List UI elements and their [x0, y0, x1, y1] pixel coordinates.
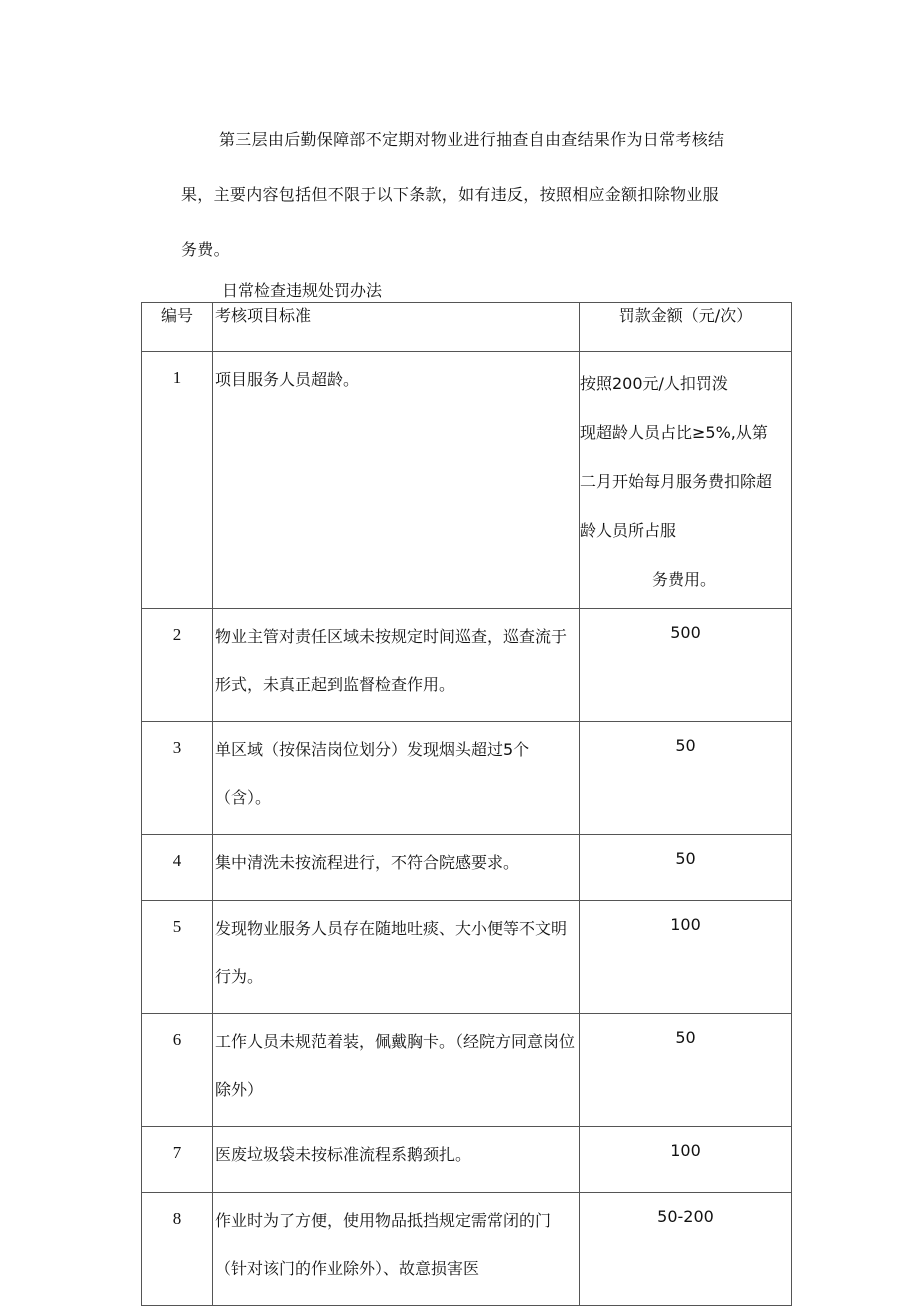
row-num: 4: [142, 835, 213, 901]
table-row: [142, 1193, 792, 1306]
row-standard: 作业时为了方便，使用物品抵挡规定需常闭的门（针对该门的作业除外）、故意损害医: [213, 1193, 580, 1306]
table-row: [142, 1014, 792, 1127]
header-amount: 罚款金额（元/次）: [580, 303, 792, 352]
header-num: 编号: [142, 303, 213, 352]
row-amount-line: 龄人员所占服: [580, 521, 677, 540]
row-num: 7: [142, 1127, 213, 1193]
row-standard: 单区域（按保洁岗位划分）发现烟头超过5个（含）。: [213, 722, 580, 835]
row-amount: 50: [580, 722, 792, 835]
row-standard: 工作人员未规范着装，佩戴胸卡。（经院方同意岗位除外）: [213, 1014, 580, 1127]
row-num: 6: [142, 1014, 213, 1127]
row-standard: 物业主管对责任区域未按规定时间巡查，巡查流于形式，未真正起到监督检查作用。: [213, 609, 580, 722]
row-num: 3: [142, 722, 213, 835]
row-standard: 项目服务人员超龄。: [213, 352, 580, 609]
intro-line-2: 果，主要内容包括但不限于以下条款，如有违反，按照相应金额扣除物业服: [181, 185, 719, 204]
table-row: [142, 901, 792, 1014]
table-row: [142, 835, 792, 901]
header-standard: 考核项目标准: [213, 303, 580, 352]
row-amount-line: 按照200元/人扣罚泼: [580, 374, 728, 393]
row-amount-line: 务费用。: [652, 570, 717, 589]
row-amount: 50: [580, 1014, 792, 1127]
table-row: [142, 1127, 792, 1193]
table-row: [142, 609, 792, 722]
row-num: 2: [142, 609, 213, 722]
row-standard: 集中清洗未按流程进行，不符合院感要求。: [213, 835, 580, 901]
row-num: 8: [142, 1193, 213, 1306]
table-row: [142, 722, 792, 835]
row-amount: 100: [580, 901, 792, 1014]
row-amount-line: 现超龄人员占比≥5%,从第: [580, 423, 768, 442]
intro-line-3: 务费。: [181, 240, 230, 259]
row-amount: [580, 352, 792, 609]
intro-line-1: 第三层由后勤保障部不定期对物业进行抽查自由查结果作为日常考核结: [219, 130, 725, 149]
row-amount: 50: [580, 835, 792, 901]
table-row: [142, 352, 792, 609]
row-amount-line: 二月开始每月服务费扣除超: [580, 472, 773, 491]
table-header-row: [142, 303, 792, 352]
row-amount: 500: [580, 609, 792, 722]
row-num: 5: [142, 901, 213, 1014]
row-amount: 50-200: [580, 1193, 792, 1306]
intro-paragraph: [181, 112, 771, 277]
row-num: 1: [142, 352, 213, 609]
table-title: 日常检查违规处罚办法: [222, 281, 383, 300]
row-standard: 发现物业服务人员存在随地吐痰、大小便等不文明行为。: [213, 901, 580, 1014]
row-standard: 医废垃圾袋未按标准流程系鹅颈扎。: [213, 1127, 580, 1193]
row-amount: 100: [580, 1127, 792, 1193]
penalty-table: [141, 302, 792, 1306]
